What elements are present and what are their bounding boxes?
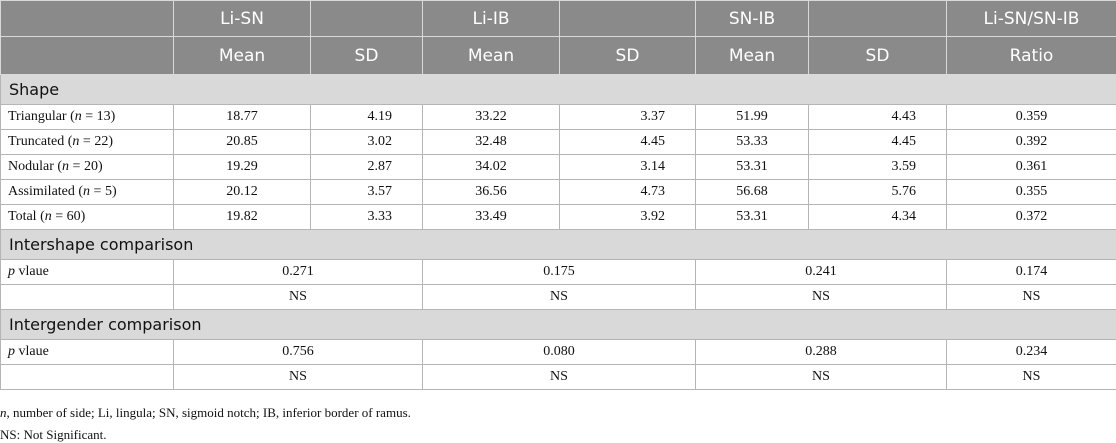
- footnote-ns: NS: Not Significant.: [0, 427, 107, 442]
- header-blank: [809, 1, 947, 37]
- section-title: Intershape comparison: [1, 230, 1116, 260]
- cell-li-ib-mean: 33.22: [423, 105, 560, 130]
- header-group-li-sn: Li-SN: [174, 1, 311, 37]
- cell-ratio: 0.372: [947, 205, 1116, 230]
- header-sd: SD: [809, 37, 947, 75]
- row-label-empty: [1, 285, 174, 310]
- cell-li-sn-mean: 18.77: [174, 105, 311, 130]
- cell-li-sn-mean: 20.12: [174, 180, 311, 205]
- table-row: [1, 285, 1116, 310]
- cell-sn-ib-sd: 4.43: [809, 105, 947, 130]
- table-row: [1, 155, 1116, 180]
- cell-sn-ib-sd: 4.34: [809, 205, 947, 230]
- cell-li-sn-sd: 3.02: [311, 130, 423, 155]
- cell-li-ib-mean: 33.49: [423, 205, 560, 230]
- cell-li-sn-sd: 2.87: [311, 155, 423, 180]
- cell-li-ib-sd: 3.37: [560, 105, 696, 130]
- cell-li-sn-sd: 3.33: [311, 205, 423, 230]
- cell-ratio: 0.355: [947, 180, 1116, 205]
- cell-sig-sn-ib: NS: [696, 365, 947, 390]
- cell-sn-ib-sd: 5.76: [809, 180, 947, 205]
- section-title: Intergender comparison: [1, 310, 1116, 340]
- cell-li-ib-sd: 3.92: [560, 205, 696, 230]
- header-corner: [1, 1, 174, 37]
- cell-sn-ib-sd: 4.45: [809, 130, 947, 155]
- cell-sn-ib-mean: 53.33: [696, 130, 809, 155]
- header-group-ratio: Li-SN/SN-IB: [947, 1, 1116, 37]
- cell-p-li-ib: 0.080: [423, 340, 696, 365]
- header-mean: Mean: [423, 37, 560, 75]
- cell-p-ratio: 0.174: [947, 260, 1116, 285]
- row-label-empty: [1, 365, 174, 390]
- cell-sn-ib-mean: 51.99: [696, 105, 809, 130]
- cell-li-ib-mean: 34.02: [423, 155, 560, 180]
- header-mean: Mean: [174, 37, 311, 75]
- cell-p-sn-ib: 0.241: [696, 260, 947, 285]
- section-intergender: [1, 310, 1116, 340]
- cell-sn-ib-mean: 56.68: [696, 180, 809, 205]
- header-ratio: Ratio: [947, 37, 1116, 75]
- cell-li-ib-mean: 32.48: [423, 130, 560, 155]
- cell-sig-li-sn: NS: [174, 365, 423, 390]
- header-sd: SD: [311, 37, 423, 75]
- cell-li-sn-sd: 3.57: [311, 180, 423, 205]
- header-row-stats: [1, 37, 1116, 75]
- cell-sn-ib-mean: 53.31: [696, 205, 809, 230]
- table-row: [1, 105, 1116, 130]
- cell-ratio: 0.361: [947, 155, 1116, 180]
- section-intershape: [1, 230, 1116, 260]
- cell-sig-ratio: NS: [947, 285, 1116, 310]
- table-row: [1, 180, 1116, 205]
- header-mean: Mean: [696, 37, 809, 75]
- cell-sig-li-sn: NS: [174, 285, 423, 310]
- cell-li-sn-mean: 20.85: [174, 130, 311, 155]
- cell-sig-sn-ib: NS: [696, 285, 947, 310]
- row-label: Truncated (n = 22): [1, 130, 174, 155]
- header-blank: [311, 1, 423, 37]
- cell-sig-li-ib: NS: [423, 285, 696, 310]
- cell-li-sn-mean: 19.82: [174, 205, 311, 230]
- cell-p-li-ib: 0.175: [423, 260, 696, 285]
- row-label: Triangular (n = 13): [1, 105, 174, 130]
- row-label: p vlaue: [1, 340, 174, 365]
- table-row: [1, 340, 1116, 365]
- footnote-abbreviations: n, number of side; Li, lingula; SN, sigmoid notch; IB, inferior border of ramus.: [0, 405, 411, 420]
- row-label: p vlaue: [1, 260, 174, 285]
- section-shape: [1, 75, 1116, 105]
- table-row: [1, 260, 1116, 285]
- header-group-sn-ib: SN-IB: [696, 1, 809, 37]
- table-row: [1, 205, 1116, 230]
- cell-p-sn-ib: 0.288: [696, 340, 947, 365]
- cell-ratio: 0.392: [947, 130, 1116, 155]
- row-label: Total (n = 60): [1, 205, 174, 230]
- cell-sn-ib-mean: 53.31: [696, 155, 809, 180]
- cell-li-sn-mean: 19.29: [174, 155, 311, 180]
- cell-sn-ib-sd: 3.59: [809, 155, 947, 180]
- row-label: Nodular (n = 20): [1, 155, 174, 180]
- cell-li-ib-sd: 4.45: [560, 130, 696, 155]
- cell-p-ratio: 0.234: [947, 340, 1116, 365]
- cell-sig-li-ib: NS: [423, 365, 696, 390]
- cell-p-li-sn: 0.756: [174, 340, 423, 365]
- header-blank: [560, 1, 696, 37]
- cell-li-ib-sd: 4.73: [560, 180, 696, 205]
- header-group-li-ib: Li-IB: [423, 1, 560, 37]
- cell-li-sn-sd: 4.19: [311, 105, 423, 130]
- cell-li-ib-sd: 3.14: [560, 155, 696, 180]
- table-row: [1, 130, 1116, 155]
- cell-ratio: 0.359: [947, 105, 1116, 130]
- section-title: Shape: [1, 75, 1116, 105]
- header-sd: SD: [560, 37, 696, 75]
- cell-sig-ratio: NS: [947, 365, 1116, 390]
- table-row: [1, 365, 1116, 390]
- header-row-groups: [1, 1, 1116, 37]
- cell-p-li-sn: 0.271: [174, 260, 423, 285]
- row-label: Assimilated (n = 5): [1, 180, 174, 205]
- header-corner: [1, 37, 174, 75]
- cell-li-ib-mean: 36.56: [423, 180, 560, 205]
